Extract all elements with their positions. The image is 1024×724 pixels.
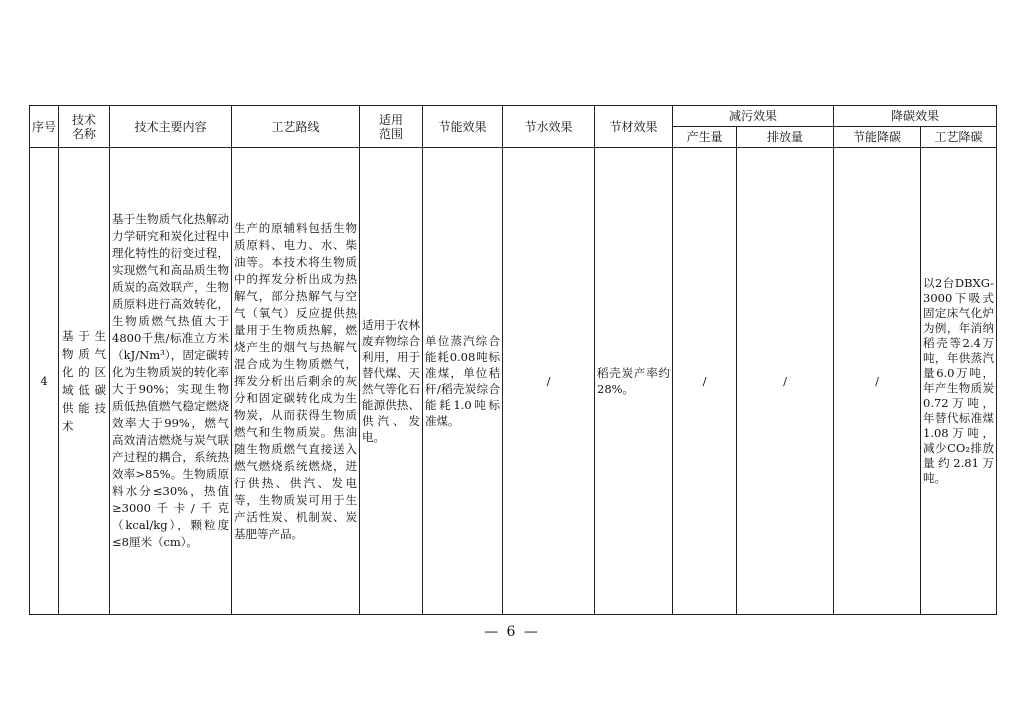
table-row	[30, 148, 997, 615]
header-scope: 适用 范围	[360, 106, 423, 148]
page-number: — 6 —	[484, 624, 540, 640]
cell-main-content: 基于生物质气化热解动力学研究和炭化过程中理化特性的衍变过程，实现燃气和高品质生物质炭的高效联产，生物质原料进行高效转化，生物质燃气热值大于4800千焦/标准立方米（kJ/Nm³），固定碳转化为生物质炭的转化率大于90%；实现生物质低热值燃气稳定燃烧效率大于99%，燃气高效清洁燃烧与炭气联产过程的耦合，系统热效率>85%。生物质原料水分≤30%，热值≥3000千卡/千克（kcal/kg），颗粒度≤8厘米（cm）。	[110, 148, 232, 615]
cell-carbon-process: 以2台DBXG-3000下吸式固定床气化炉为例，年消纳稻壳等2.4万吨，年供蒸汽量6.0万吨，年产生物质炭0.72万吨，年替代标准煤1.08万吨，减少CO₂排放量约2.81万吨。	[921, 148, 997, 615]
cell-scope: 适用于农林废弃物综合利用，用于替代煤、天然气等化石能源供热、供汽、发电。	[360, 148, 423, 615]
cell-pollution-produced: /	[673, 148, 737, 615]
header-seq: 序号	[30, 106, 59, 148]
cell-seq: 4	[30, 148, 59, 615]
header-pollution-produced: 产生量	[673, 127, 737, 148]
header-carbon-process: 工艺降碳	[921, 127, 997, 148]
cell-process: 生产的原辅料包括生物质原料、电力、水、柴油等。本技术将生物质中的挥发分析出成为热解气，部分热解气与空气（氧气）反应提供热量用于生物质热解，燃烧产生的烟气与热解气混合成为生物质燃气，挥发分析出后剩余的灰分和固定碳转化成为生物炭，从而获得生物质燃气和生物质炭。焦油随生物质燃气直接送入燃气燃烧系统燃烧，进行供热、供汽、发电等，生物质炭可用于生产活性炭、机制炭、炭基肥等产品。	[232, 148, 360, 615]
technology-table	[29, 105, 997, 615]
cell-tech-name: 基于生物质气化的区域低碳供能技术	[59, 148, 110, 615]
header-pollution-emitted: 排放量	[737, 127, 834, 148]
header-pollution-group: 减污效果	[673, 106, 834, 127]
header-carbon-energy: 节能降碳	[834, 127, 921, 148]
header-tech-name: 技术 名称	[59, 106, 110, 148]
cell-material-effect: 稻壳炭产率约28%。	[595, 148, 673, 615]
cell-pollution-emitted: /	[737, 148, 834, 615]
cell-carbon-energy: /	[834, 148, 921, 615]
header-carbon-group: 降碳效果	[834, 106, 997, 127]
header-row	[30, 106, 997, 127]
header-water-effect: 节水效果	[503, 106, 595, 148]
header-main-content: 技术主要内容	[110, 106, 232, 148]
cell-energy-effect: 单位蒸汽综合能耗0.08吨标准煤，单位秸秆/稻壳炭综合能耗1.0吨标准煤。	[423, 148, 503, 615]
header-material-effect: 节材效果	[595, 106, 673, 148]
header-energy-effect: 节能效果	[423, 106, 503, 148]
header-process: 工艺路线	[232, 106, 360, 148]
cell-water-effect: /	[503, 148, 595, 615]
